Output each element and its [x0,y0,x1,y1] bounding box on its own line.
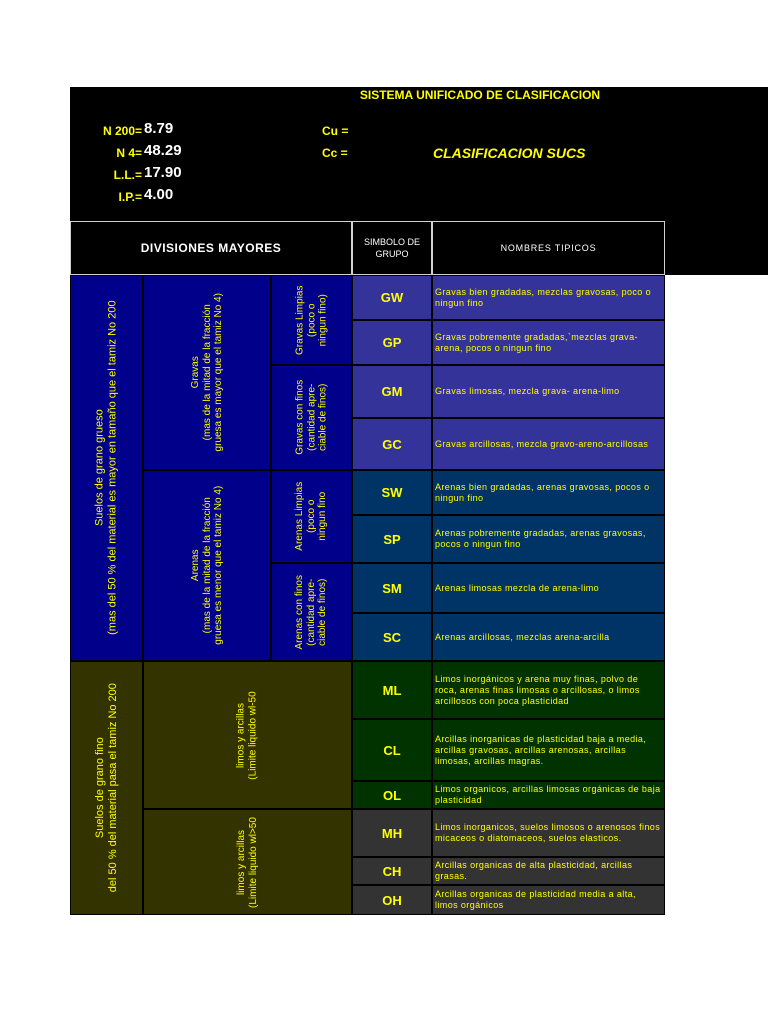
group-symbol-sc: SC [352,613,432,661]
gravas-finos-cell [271,365,352,470]
coarse-soils-subtitle: (mas del 50 % del material es mayor en tamaño que el tamiz No 200 [106,300,119,636]
group-name-gp: Gravas pobremente gradadas,`mezclas grava-arena, pocos o ningun fino [432,320,665,365]
system-title: SISTEMA UNIFICADO DE CLASIFICACION [359,88,601,102]
group-symbol-gc: GC [352,418,432,470]
group-name-sw: Arenas bien gradadas, arenas gravosas, pocos o ningun fino [432,470,665,515]
gravas-limpias-title: Gravas Limpias [294,285,306,355]
classification-title: CLASIFICACION SUCS [433,145,586,161]
gravas-limpias-cell [271,275,352,365]
cc-label: Cc = [322,146,348,160]
arenas-finos-title: Arenas con finos [294,574,306,650]
group-name-oh: Arcillas organicas de plasticidad media a alta, limos orgánicos [432,885,665,915]
group-symbol-ml: ML [352,661,432,719]
param-label-ll: L.L.= [113,168,142,182]
group-name-cl: Arcillas inorganicas de plasticidad baja a media, arcillas gravosas, arcillas arenosas, arcillas limosas, arcillas magras. [432,719,665,781]
group-symbol-gw: GW [352,275,432,320]
arenas-limpias-sub2: ningun fino [317,492,329,541]
group-symbol-sp: SP [352,515,432,563]
cu-label: Cu = [322,124,349,138]
limos-high-sub: (Limite liquido wl>50 [247,816,259,908]
fine-soils-title: Suelos de grano fino [93,737,106,839]
coarse-soils-cell [70,275,143,661]
param-label-ip: I.P.= [118,190,142,204]
gravas-limpias-sub1: (poco o [305,303,317,337]
group-symbol-gp: GP [352,320,432,365]
fine-soils-cell [70,661,143,915]
group-symbol-mh: MH [352,809,432,857]
gravas-sub2: gruesa es mayor que el tamiz No 4) [212,293,224,452]
group-name-ml: Limos inorgánicos y arena muy finas, polvo de roca, arenas finas limosas o arcillosas, o limos arcillosos con poca plasticidad [432,661,665,719]
arenas-sub1: (mas de la mitad de la fracción [201,497,213,634]
group-name-sp: Arenas pobremente gradadas, arenas gravosas, pocos o ningun fino [432,515,665,563]
group-name-ol: Limos organicos, arcillas limosas orgánicas de baja plasticidad [432,781,665,809]
gravas-finos-sub2: ciable de finos) [317,383,329,452]
group-symbol-sw: SW [352,470,432,515]
limos-low-title: limos y arcillas [236,702,247,768]
arenas-finos-cell [271,563,352,661]
arenas-limpias-title: Arenas Limpias [294,482,306,551]
gravas-finos-title: Gravas con finos [294,379,306,456]
gravas-cell [143,275,271,470]
param-value-n200: 8.79 [144,120,174,137]
col-header-nombres: NOMBRES TIPICOS [432,221,665,275]
limos-high-cell [143,809,352,915]
gravas-sub1: (mas de la mitad de la fracción [201,304,213,441]
group-symbol-ol: OL [352,781,432,809]
arenas-cell [143,470,271,661]
param-value-ll: 17.90 [144,164,182,181]
group-name-sm: Arenas limosas mezcla de arena-limo [432,563,665,613]
group-name-sc: Arenas arcillosas, mezclas arena-arcilla [432,613,665,661]
arenas-limpias-cell [271,470,352,563]
arenas-title: Arenas [189,549,201,582]
coarse-soils-title: Suelos de grano grueso [93,409,106,527]
limos-low-cell [143,661,352,809]
param-label-n200: N 200= [102,124,142,138]
group-symbol-ch: CH [352,857,432,885]
group-symbol-gm: GM [352,365,432,418]
param-value-n4: 48.29 [144,142,182,159]
arenas-finos-sub1: (cantidad apre- [305,578,317,646]
group-name-ch: Arcillas organicas de alta plasticidad, arcillas grasas. [432,857,665,885]
group-name-gm: Gravas limosas, mezcla grava- arena-limo [432,365,665,418]
col-header-divisiones: DIVISIONES MAYORES [70,221,352,275]
gravas-finos-sub1: (cantidad apre- [305,383,317,452]
limos-low-sub: (Limite liquido wl-50 [247,690,259,780]
col-header-simbolo: SIMBOLO DE GRUPO [352,221,432,275]
gravas-limpias-sub2: ningun fino) [317,293,329,347]
group-name-gc: Gravas arcillosas, mezcla gravo-areno-arcillosas [432,418,665,470]
arenas-limpias-sub1: (poco o [305,499,317,534]
group-symbol-oh: OH [352,885,432,915]
group-name-gw: Gravas bien gradadas, mezclas gravosas, poco o ningun fino [432,275,665,320]
limos-high-title: limos y arcillas [235,829,247,895]
param-label-n4: N 4= [116,146,142,160]
gravas-title: Gravas [189,356,201,389]
arenas-sub2: gruesa es menor que el tamiz No 4) [212,486,224,645]
arenas-finos-sub2: ciable de finos) [317,578,329,646]
fine-soils-subtitle: del 50 % del material pasa el tamiz No 200 [106,683,119,893]
group-symbol-sm: SM [352,563,432,613]
group-name-mh: Limos inorganicos, suelos limosos o arenosos finos micaceos o diatomaceos, suelos elasticos. [432,809,665,857]
param-value-ip: 4.00 [144,186,174,203]
group-symbol-cl: CL [352,719,432,781]
